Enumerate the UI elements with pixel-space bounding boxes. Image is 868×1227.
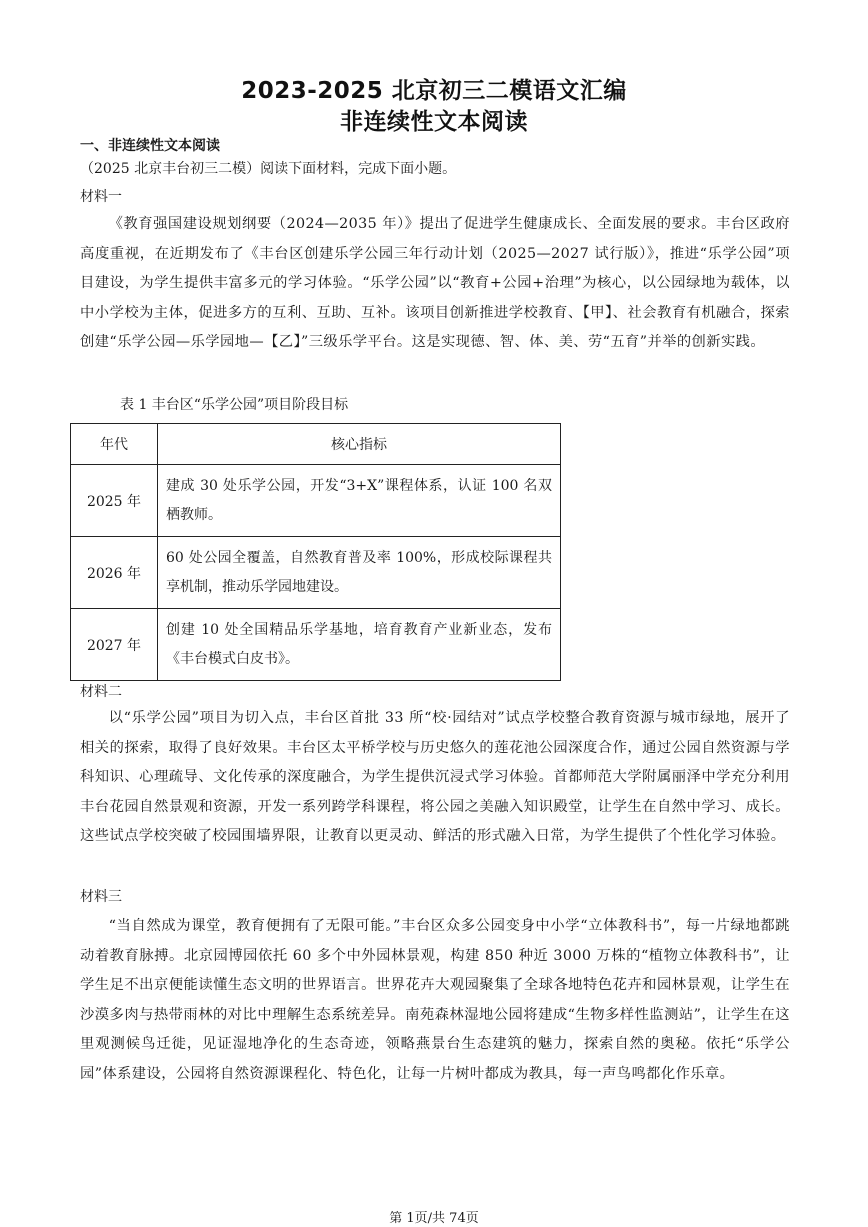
row-year: 2026 年 (71, 537, 158, 609)
stage-goals-table (70, 423, 561, 681)
table-row (71, 537, 561, 609)
page-indicator: 第 1页/共 74页 (389, 1211, 479, 1226)
table-caption: 表 1 丰台区“乐学公园”项目阶段目标 (120, 397, 349, 413)
row-indicator: 60 处公园全覆盖，自然教育普及率 100%，形成校际课程共享机制，推动乐学园地建设。 (158, 537, 561, 609)
source-note: （2025 北京丰台初三二模）阅读下面材料，完成下面小题。 (80, 161, 457, 177)
row-indicator: 创建 10 处全国精品乐学基地，培育教育产业新业态，发布《丰台模式白皮书》。 (158, 609, 561, 681)
column-header-year: 年代 (71, 424, 158, 465)
material2-label: 材料二 (80, 684, 122, 700)
document-title: 2023-2025 北京初三二模语文汇编 (241, 78, 627, 104)
table-row (71, 609, 561, 681)
material3-label: 材料三 (80, 889, 122, 905)
row-year: 2025 年 (71, 465, 158, 537)
row-indicator: 建成 30 处乐学公园，开发“3+X”课程体系，认证 100 名双栖教师。 (158, 465, 561, 537)
material1-label: 材料一 (80, 189, 122, 205)
material2-paragraph: 以“乐学公园”项目为切入点，丰台区首批 33 所“校·园结对”试点学校整合教育资源与城市绿地，展开了相关的探索，取得了良好效果。丰台区太平桥学校与历史悠久的莲花池公园深度合作，通过公园自然资源与学科知识、心理疏导、文化传承的深度融合，为学生提供沉浸式学习体验。首都师范大学附属丽泽中学充分利用丰台花园自然景观和资源，开发一系列跨学科课程，将公园之美融入知识殿堂，让学生在自然中学习、成长。这些试点学校突破了校园围墙界限，让教育以更灵动、鲜活的形式融入日常，为学生提供了个性化学习体验。 (80, 710, 790, 845)
column-header-indicator: 核心指标 (158, 424, 561, 465)
material3-paragraph: “当自然成为课堂，教育便拥有了无限可能。”丰台区众多公园变身中小学“立体教科书”，每一片绿地都跳动着教育脉搏。北京园博园依托 60 多个中外园林景观，构建 850 种近 3000 万株的“植物立体教科书”，让学生足不出京便能读懂生态文明的世界语言。世界花卉大观园聚集了全球各地特色花卉和园林景观，让学生在沙漠多肉与热带雨林的对比中理解生态系统差异。南苑森林湿地公园将建成“生物多样性监测站”，让学生在这里观测候鸟迁徙，见证湿地净化的生态奇迹，领略燕景台生态建筑的魅力，探索自然的奥秘。依托“乐学公园”体系建设，公园将自然资源课程化、特色化，让每一片树叶都成为教具，每一声鸟鸣都化作乐章。 (80, 918, 790, 1082)
row-year: 2027 年 (71, 609, 158, 681)
table-row (71, 465, 561, 537)
table-header-row (71, 424, 561, 465)
section-heading: 一、非连续性文本阅读 (80, 138, 220, 154)
document-subtitle: 非连续性文本阅读 (340, 109, 528, 135)
material1-paragraph: 《教育强国建设规划纲要（2024—2035 年）》提出了促进学生健康成长、全面发展的要求。丰台区政府高度重视，在近期发布了《丰台区创建乐学公园三年行动计划（2025—2027 试行版）》，推进“乐学公园”项目建设，为学生提供丰富多元的学习体验。“乐学公园”以“教育+公园+治理”为核心，以公园绿地为载体，以中小学校为主体，促进多方的互利、互助、互补。该项目创新推进学校教育、【甲】、社会教育有机融合，探索创建“乐学公园—乐学园地—【乙】”三级乐学平台。这是实现德、智、体、美、劳“五育”并举的创新实践。 (80, 216, 790, 351)
